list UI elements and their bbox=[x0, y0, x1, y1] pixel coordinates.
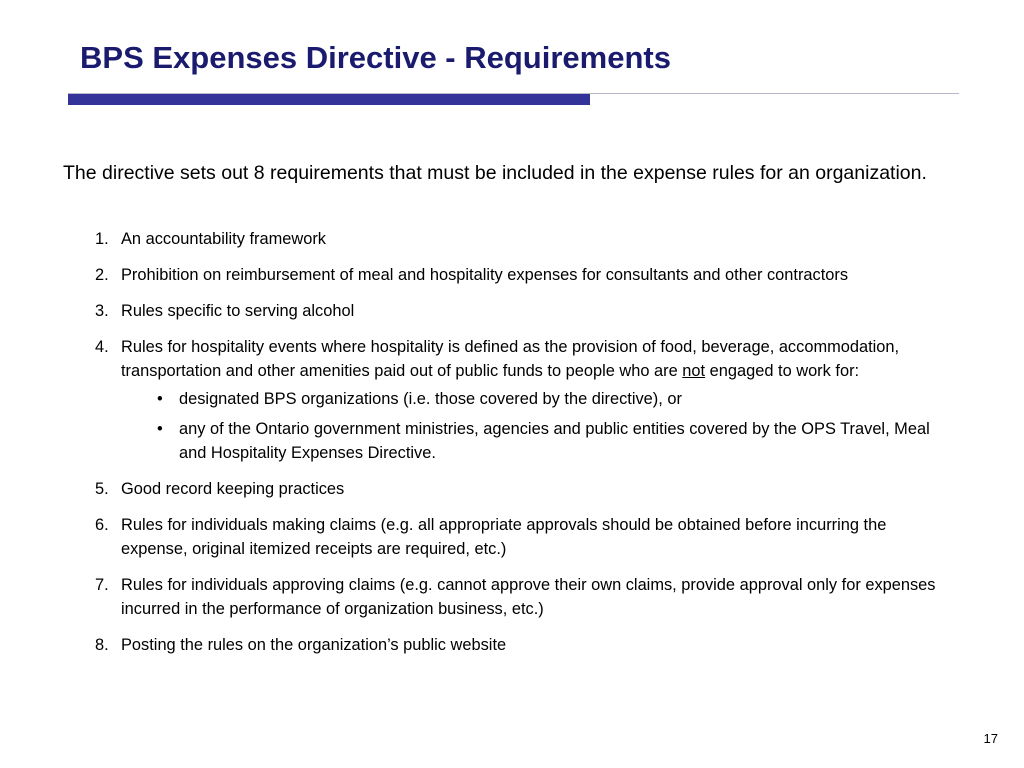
list-item bbox=[95, 299, 955, 323]
list-item-number: 1. bbox=[95, 230, 109, 248]
list-item-number: 7. bbox=[95, 576, 109, 594]
sub-list-item-text: any of the Ontario government ministries, agencies and public entities covered by the OPS Travel, Meal and Hospitality Expenses Directive. bbox=[179, 420, 930, 462]
list-item-text bbox=[121, 338, 899, 380]
list-item-text: Prohibition on reimbursement of meal and hospitality expenses for consultants and other contractors bbox=[121, 266, 849, 284]
list-item-text: Rules specific to serving alcohol bbox=[121, 302, 355, 320]
list-item-text: An accountability framework bbox=[121, 230, 326, 248]
bullet-icon: • bbox=[157, 420, 163, 438]
intro-paragraph: The directive sets out 8 requirements that must be included in the expense rules for an organization. bbox=[63, 162, 927, 184]
slide-title: BPS Expenses Directive - Requirements bbox=[80, 40, 671, 75]
list-item-number: 5. bbox=[95, 480, 109, 498]
list-item-number: 2. bbox=[95, 266, 109, 284]
list-item bbox=[95, 633, 955, 657]
list-item bbox=[95, 263, 955, 287]
sub-list-item-text: designated BPS organizations (i.e. those covered by the directive), or bbox=[179, 390, 682, 408]
sub-list-item bbox=[121, 417, 955, 465]
requirements-list bbox=[95, 227, 955, 669]
list-item-number: 4. bbox=[95, 338, 109, 356]
list-item-text-part: Rules for hospitality events where hospitality is defined as the provision of food, beverage, accommodation, transportation and other amenities paid out of public funds to people who are bbox=[121, 338, 900, 380]
hospitality-sub-list bbox=[121, 387, 955, 465]
title-accent-bar bbox=[68, 94, 590, 105]
list-item bbox=[95, 227, 955, 251]
list-item-text: Rules for individuals making claims (e.g. all appropriate approvals should be obtained before incurring the expense, original itemized receipts are required, etc.) bbox=[121, 516, 887, 558]
list-item bbox=[95, 477, 955, 501]
list-item-text: Rules for individuals approving claims (e.g. cannot approve their own claims, provide approval only for expenses incurred in the performance of organization business, etc.) bbox=[121, 576, 936, 618]
list-item-text: Good record keeping practices bbox=[121, 480, 345, 498]
sub-list-item bbox=[121, 387, 955, 411]
bullet-icon: • bbox=[157, 390, 163, 408]
list-item bbox=[95, 335, 955, 465]
underlined-emphasis: not bbox=[682, 362, 706, 380]
list-item bbox=[95, 513, 955, 561]
list-item-number: 3. bbox=[95, 302, 109, 320]
list-item bbox=[95, 573, 955, 621]
page-number: 17 bbox=[983, 731, 998, 746]
list-item-text: Posting the rules on the organization’s public website bbox=[121, 636, 507, 654]
list-item-text-part: engaged to work for: bbox=[705, 362, 860, 380]
list-item-number: 6. bbox=[95, 516, 109, 534]
list-item-number: 8. bbox=[95, 636, 109, 654]
